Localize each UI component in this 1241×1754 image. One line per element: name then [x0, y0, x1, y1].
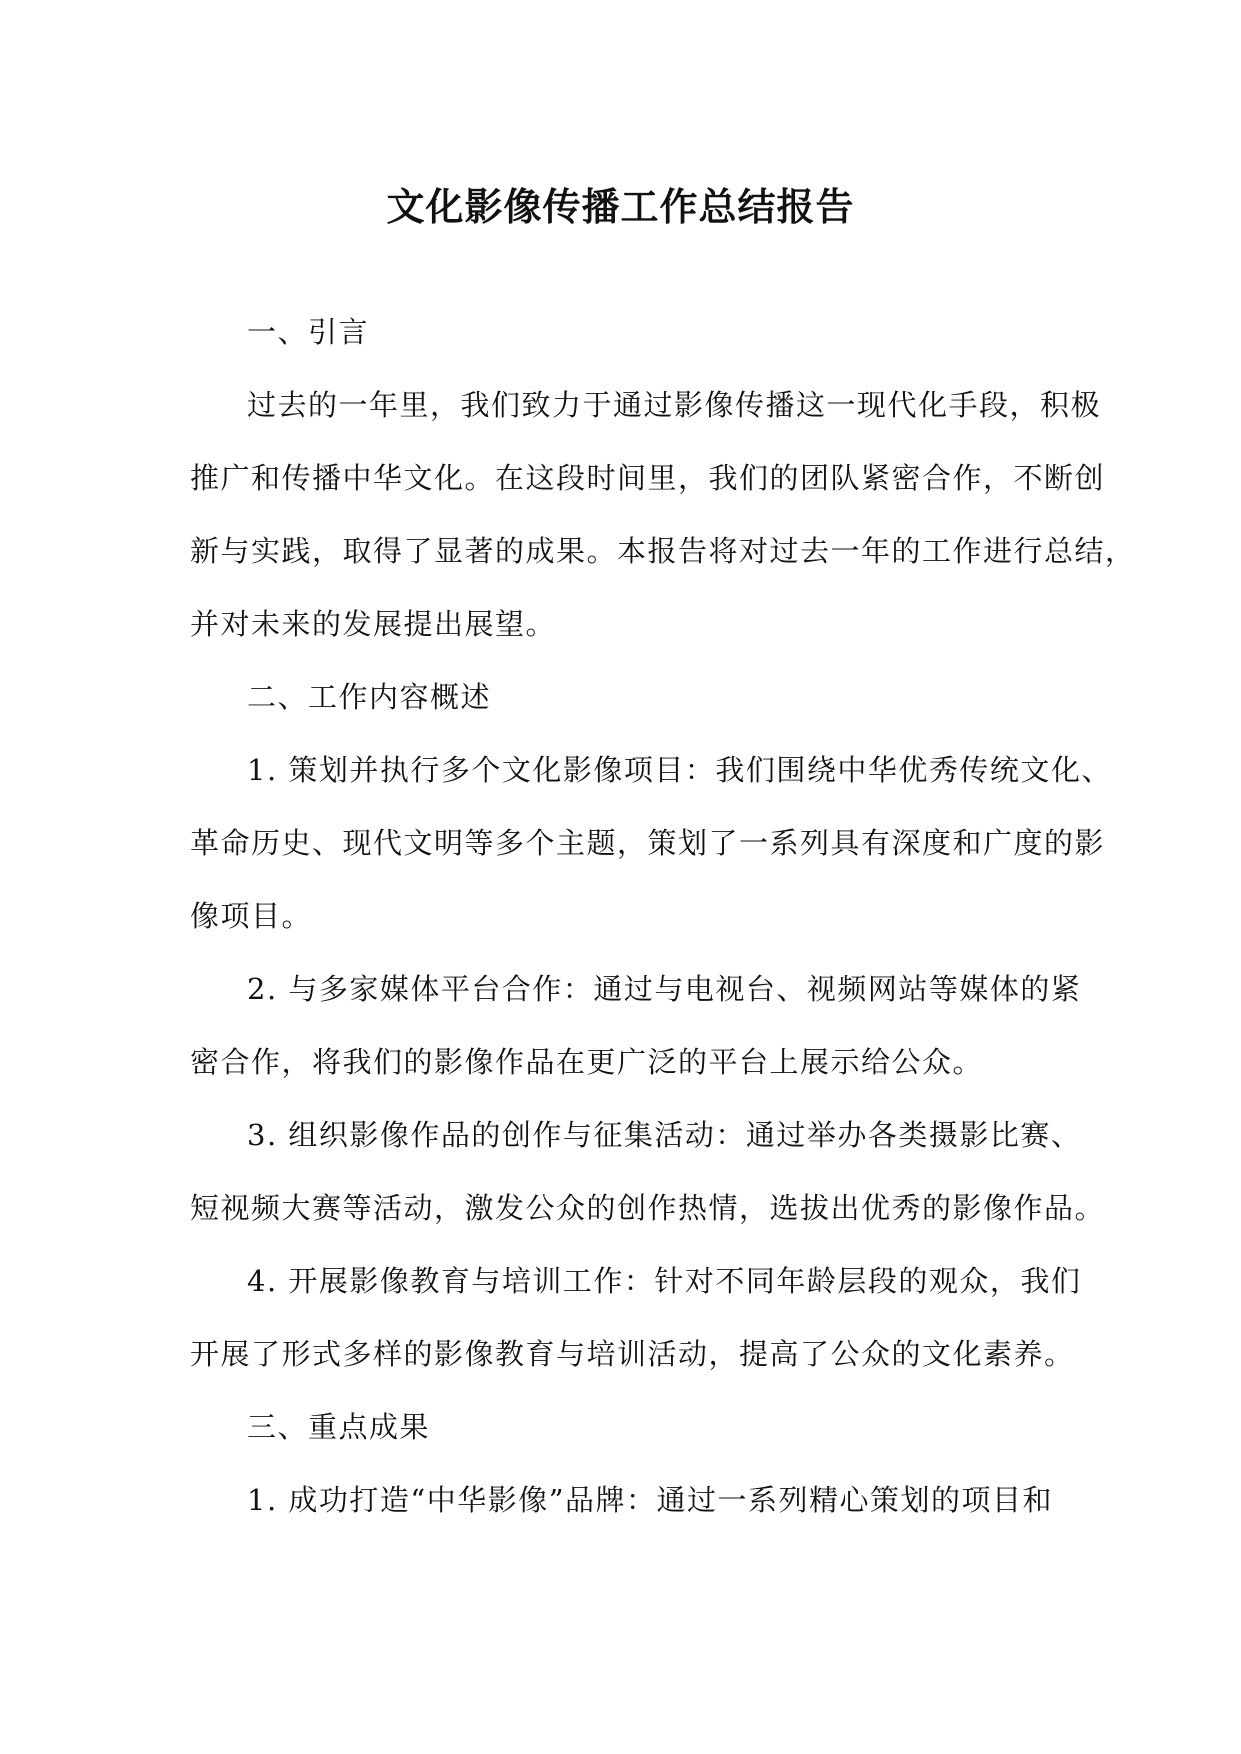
document-title: 文化影像传播工作总结报告	[386, 184, 855, 229]
list-item-line: 2. 与多家媒体平台合作：通过与电视台、视频网站等媒体的紧	[247, 972, 1082, 1006]
list-item-line: 开展了形式多样的影像教育与培训活动，提高了公众的文化素养。	[190, 1337, 1075, 1371]
paragraph-line: 新与实践，取得了显著的成果。本报告将对过去一年的工作进行总结，	[190, 534, 1136, 568]
section-heading-introduction: 一、引言	[247, 315, 370, 349]
list-item-line: 像项目。	[190, 899, 313, 933]
list-item-line: 革命历史、现代文明等多个主题，策划了一系列具有深度和广度的影	[190, 826, 1106, 860]
paragraph-line: 过去的一年里，我们致力于通过影像传播这一现代化手段，积极	[247, 388, 1102, 422]
list-item-line: 密合作，将我们的影像作品在更广泛的平台上展示给公众。	[190, 1045, 984, 1079]
list-item-line: 1. 成功打造“中华影像”品牌：通过一系列精心策划的项目和	[247, 1483, 1054, 1517]
paragraph-line: 推广和传播中华文化。在这段时间里，我们的团队紧密合作，不断创	[190, 461, 1106, 495]
list-item-line: 1. 策划并执行多个文化影像项目：我们围绕中华优秀传统文化、	[247, 753, 1112, 787]
section-heading-work-overview: 二、工作内容概述	[247, 680, 492, 714]
list-item-line: 4. 开展影像教育与培训工作：针对不同年龄层段的观众，我们	[247, 1264, 1082, 1298]
list-item-line: 短视频大赛等活动，激发公众的创作热情，选拔出优秀的影像作品。	[190, 1191, 1106, 1225]
paragraph-line: 并对未来的发展提出展望。	[190, 607, 557, 641]
list-item-line: 3. 组织影像作品的创作与征集活动：通过举办各类摄影比赛、	[247, 1118, 1082, 1152]
section-heading-key-results: 三、重点成果	[247, 1410, 431, 1444]
